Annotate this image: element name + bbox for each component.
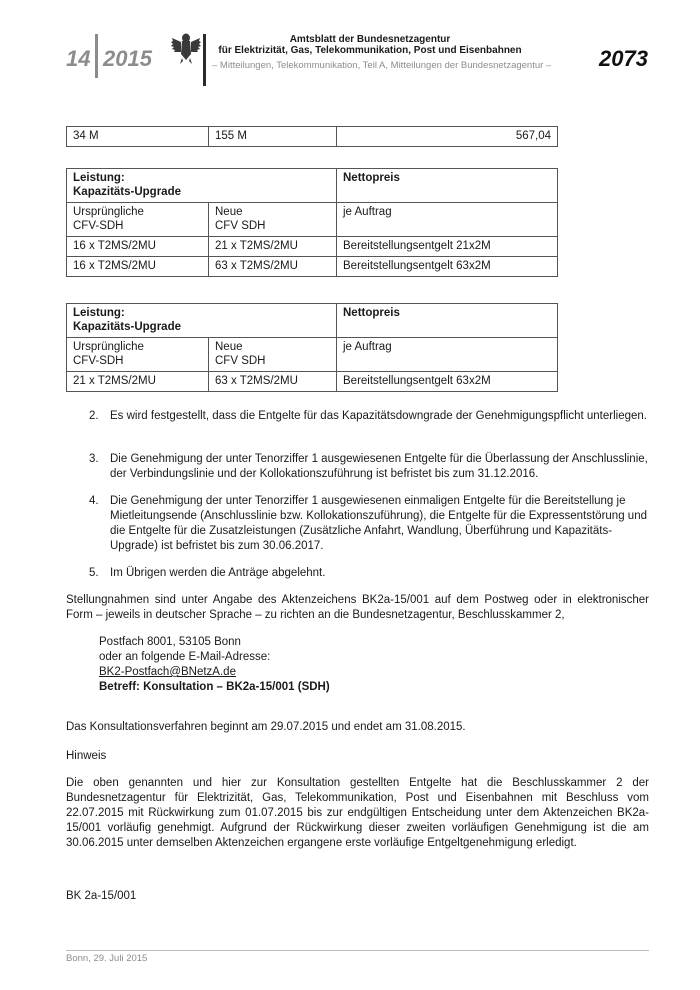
- table-cell: je Auftrag: [337, 203, 558, 237]
- list-item-number: 5.: [89, 567, 99, 579]
- table-cell: 63 x T2MS/2MU: [209, 372, 337, 392]
- gazette-subtitle: – Mitteilungen, Telekommunikation, Teil A, Mitteilungen der Bundesnetzagentur –: [212, 60, 552, 71]
- table-header-row: [67, 304, 558, 338]
- table-cell: 21 x T2MS/2MU: [67, 372, 209, 392]
- address-line: Postfach 8001, 53105 Bonn: [99, 636, 241, 648]
- federal-eagle-icon: [170, 30, 202, 68]
- table-cell: 63 x T2MS/2MU: [209, 257, 337, 277]
- list-item: [89, 566, 649, 581]
- table-cell: Bereitstellungsentgelt 63x2M: [337, 257, 558, 277]
- service-header: Leistung: Kapazitäts-Upgrade: [67, 304, 337, 338]
- table-cell: Ursprüngliche CFV-SDH: [67, 203, 209, 237]
- table-subheader-row: [67, 203, 558, 237]
- price-row-table: [66, 126, 558, 147]
- list-item: [89, 494, 649, 554]
- table-cell: Neue CFV SDH: [209, 338, 337, 372]
- table-cell: Bereitstellungsentgelt 63x2M: [337, 372, 558, 392]
- table-cell: Bereitstellungsentgelt 21x2M: [337, 237, 558, 257]
- table-cell: 16 x T2MS/2MU: [67, 257, 209, 277]
- table-row: [67, 127, 558, 147]
- hint-heading: Hinweis: [66, 750, 107, 762]
- subject-line: Betreff: Konsultation – BK2a-15/001 (SDH): [99, 681, 330, 693]
- header-divider: [203, 34, 206, 86]
- hint-paragraph: Die oben genannten und hier zur Konsultation gestellten Entgelte hat die Beschlusskammer 2 der Bundesnetzagentur für Elektrizität, Gas, Telekommunikation, Post und Eisenbahnen mit Beschluss vom 22.07.2015 mit Rückwirkung zum 01.07.2015 bis zur endgültigen Entscheidung unter dem Aktenzeichen BK2a-15/001 vorläufig genehmigt. Aufgrund der Rückwirkung dieser zweiten vorläufigen Genehmigung ist die am 30.06.2015 unter demselben Aktenzeichen ergangene erste vorläufige Entgeltgenehmigung erledigt.: [66, 777, 649, 849]
- reference-number: BK 2a-15/001: [66, 890, 137, 902]
- net-price-header: Nettopreis: [337, 169, 558, 203]
- gazette-title-line1: Amtsblatt der Bundesnetzagentur: [289, 34, 451, 45]
- table-cell: 21 x T2MS/2MU: [209, 237, 337, 257]
- footer-divider: [66, 950, 649, 951]
- list-item: [89, 452, 649, 482]
- table-row: [67, 372, 558, 392]
- footer-date: Bonn, 29. Juli 2015: [66, 953, 148, 964]
- table-cell: Neue CFV SDH: [209, 203, 337, 237]
- procedure-paragraph: Das Konsultationsverfahren beginnt am 29.07.2015 und endet am 31.08.2015.: [66, 721, 466, 733]
- table-cell: 155 M: [209, 127, 337, 147]
- table-cell: je Auftrag: [337, 338, 558, 372]
- gazette-title-line2: für Elektrizität, Gas, Telekommunikation, Post und Eisenbahnen: [218, 45, 522, 56]
- issue-year: 2015: [103, 46, 152, 71]
- gazette-title: [212, 34, 528, 56]
- list-item-number: 2.: [89, 410, 99, 422]
- address-line: oder an folgende E-Mail-Adresse:: [99, 651, 271, 663]
- issue-number: 14: [66, 46, 91, 71]
- list-item-text: Die Genehmigung der unter Tenorziffer 1 ausgewiesenen einmaligen Entgelte für die Bereitstellung je Mietleitungsende (Anschlusslinie bzw. Kollokationszuführung), die Entgelte für die Expressentstörung und die Entgelte für die Zusatzleistungen (Zusätzliche Anfahrt, Wandlung, Überführung und Kapazitäts-Upgrade) ist befristet bis zum 30.06.2017.: [110, 495, 647, 552]
- postal-address: [99, 635, 330, 695]
- table-cell: 34 M: [67, 127, 209, 147]
- list-item-number: 3.: [89, 453, 99, 465]
- issue-divider: [95, 34, 98, 78]
- table-cell: 567,04: [337, 127, 558, 147]
- statement-paragraph: Stellungnahmen sind unter Angabe des Aktenzeichens BK2a-15/001 auf dem Postweg oder in elektronischer Form – jeweils in deutscher Sprache – zu richten an die Bundesnetzagentur, Beschlusskammer 2,: [66, 594, 649, 621]
- email-link[interactable]: BK2-Postfach@BNetzA.de: [99, 666, 236, 678]
- list-item-text: Im Übrigen werden die Anträge abgelehnt.: [110, 567, 326, 579]
- page-number: 2073: [599, 46, 648, 71]
- net-price-header: Nettopreis: [337, 304, 558, 338]
- table-row: [67, 237, 558, 257]
- service-header: Leistung: Kapazitäts-Upgrade: [67, 169, 337, 203]
- upgrade-table-1: [66, 168, 558, 277]
- table-cell: Ursprüngliche CFV-SDH: [67, 338, 209, 372]
- table-cell: 16 x T2MS/2MU: [67, 237, 209, 257]
- table-row: [67, 257, 558, 277]
- table-header-row: [67, 169, 558, 203]
- list-item-text: Es wird festgestellt, dass die Entgelte für das Kapazitätsdowngrade der Genehmigungspflicht unterliegen.: [110, 410, 647, 422]
- list-item: [89, 409, 649, 424]
- list-item-text: Die Genehmigung der unter Tenorziffer 1 ausgewiesenen Entgelte für die Überlassung der Anschlusslinie, der Verbindungslinie und der Kollokationszuführung ist befristet bis zum 31.12.2016.: [110, 453, 648, 480]
- table-subheader-row: [67, 338, 558, 372]
- upgrade-table-2: [66, 303, 558, 392]
- list-item-number: 4.: [89, 495, 99, 507]
